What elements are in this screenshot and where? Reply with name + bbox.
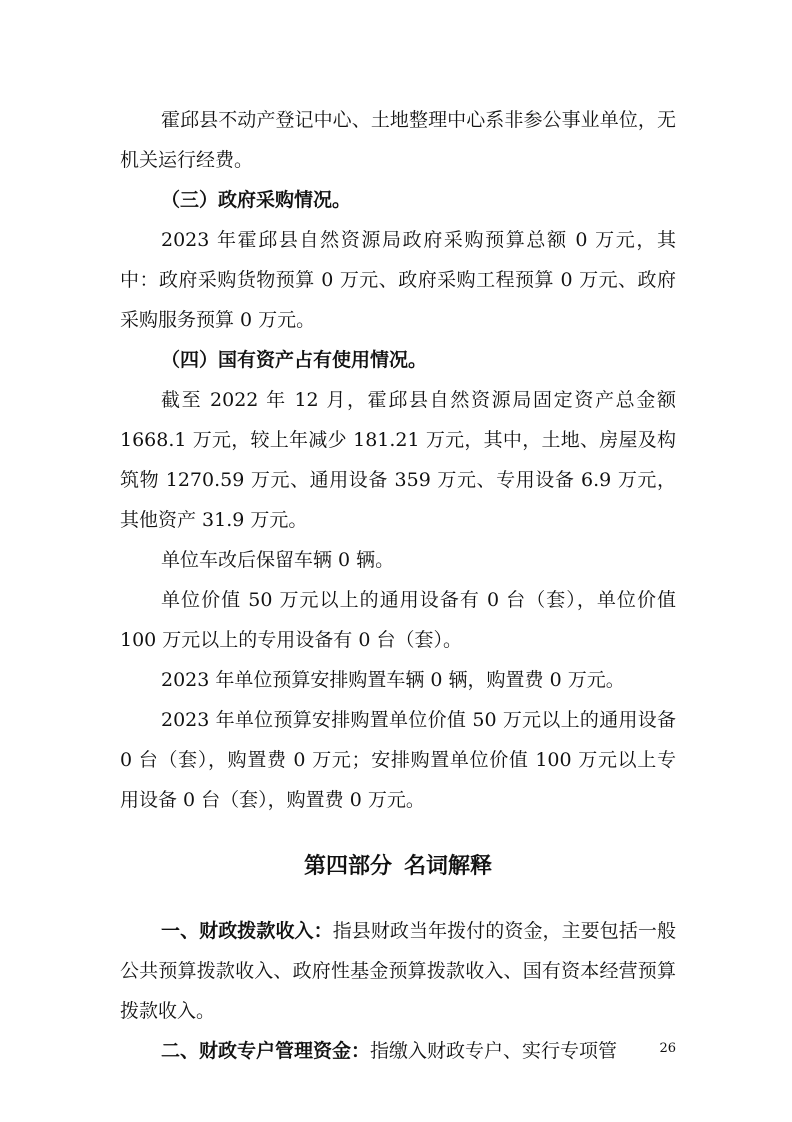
paragraph-fixed-assets: 截至 2022 年 12 月，霍邱县自然资源局固定资产总金额 1668.1 万元，较上年减少 181.21 万元，其中，土地、房屋及构筑物 1270.59 万元、通用设备 359 万元、专用设备 6.9 万元，其他资产 31.9 万元。 <box>120 389 676 531</box>
section-part: 第四部分 <box>303 854 392 879</box>
term-definition: 指缴入财政专户、实行专项管 <box>370 1040 618 1062</box>
heading-procurement: （三）政府采购情况。 <box>161 189 352 211</box>
heading-state-assets: （四）国有资产占有使用情况。 <box>161 349 428 371</box>
term-label: 二、财政专户管理资金： <box>161 1040 371 1062</box>
page-number: 26 <box>659 1041 676 1056</box>
section-title <box>120 847 676 887</box>
paragraph-procurement: 2023 年霍邱县自然资源局政府采购预算总额 0 万元，其中：政府采购货物预算 0 万元、政府采购工程预算 0 万元、政府采购服务预算 0 万元。 <box>120 229 676 331</box>
paragraph-operating-expenses: 霍邱县不动产登记中心、土地整理中心系非参公事业单位，无机关运行经费。 <box>120 109 676 171</box>
page-content <box>120 100 676 1071</box>
term-label: 一、财政拨款收入： <box>161 920 333 942</box>
paragraph-vehicle-budget: 2023 年单位预算安排购置车辆 0 辆，购置费 0 万元。 <box>161 669 625 691</box>
section-name: 名词解释 <box>404 854 493 879</box>
term-financial-appropriation <box>120 911 676 1031</box>
paragraph-vehicles: 单位车改后保留车辆 0 辆。 <box>161 549 395 571</box>
term-special-account-funds <box>120 1031 676 1071</box>
paragraph-equipment-budget: 2023 年单位预算安排购置单位价值 50 万元以上的通用设备 0 台（套），购置费 0 万元；安排购置单位价值 100 万元以上专用设备 0 台（套），购置费 0 万元。 <box>120 709 676 811</box>
term-definition: 指县财政当年拨付的资金，主要包括一般公共预算拨款收入、政府性基金预算拨款收入、国有资本经营预算拨款收入。 <box>120 920 676 1022</box>
paragraph-equipment: 单位价值 50 万元以上的通用设备有 0 台（套），单位价值 100 万元以上的专用设备有 0 台（套）。 <box>120 589 676 651</box>
